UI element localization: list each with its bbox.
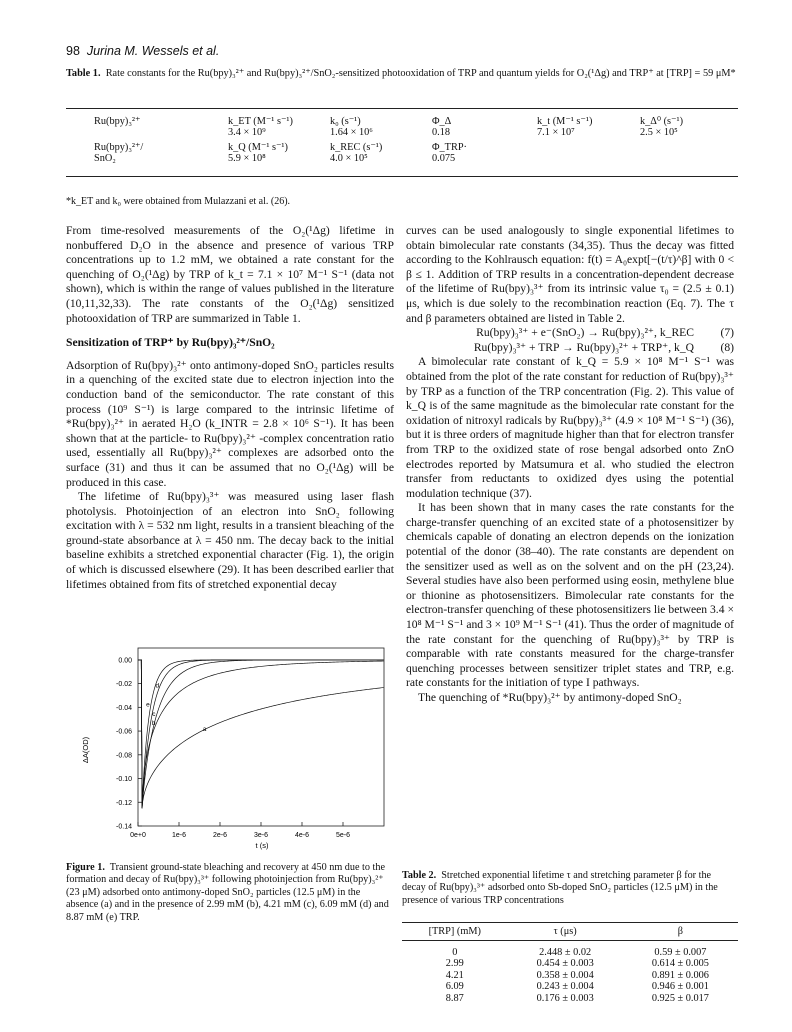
x-tick-label: 3e-6: [253, 832, 269, 839]
table-row: 4.21 0.358 ± 0.004 0.891 ± 0.006: [445, 969, 709, 981]
table1-head-k0: k₀ (s⁻¹): [330, 116, 361, 127]
table1-sensitizer-2b: SnO₂: [94, 153, 116, 164]
series-line-c: [138, 660, 384, 808]
x-tick-label: 5e-6: [335, 832, 351, 839]
right-para-4: The quenching of *Ru(bpy)₃²⁺ by antimony-doped SnO₂: [418, 691, 682, 704]
y-tick-label: 0.00: [118, 657, 132, 665]
left-para-3: The lifetime of Ru(bpy)₃³⁺ was measured using laser flash photolysis. Photoinjection of an electron into SnO₂ following excitation with λ = 532 nm light, results in a transient bleaching of the ground-state absorbance at λ = 450 nm. The decay back to the initial baseline exhibits a stretched exponential character (Fig. 1), the origin of which is discussed elsewhere (29). It has been described earlier that lifetimes obtained from fits of stretched exponential decay: [66, 490, 394, 591]
series-label-c: c: [152, 710, 156, 718]
table1-footnote: *k_ET and k₀ were obtained from Mulazzani et al. (26).: [66, 196, 291, 207]
equation-7: Ru(bpy)₃³⁺ + e⁻(SnO₂) → Ru(bpy)₃²⁺, k_REC (7): [476, 326, 734, 340]
table1-head-kt: k_t (M⁻¹ s⁻¹): [537, 116, 593, 127]
table1-val-k0: 1.64 × 10⁶: [330, 127, 373, 138]
table1-head-phi-trp: Φ_TRP·: [432, 142, 467, 153]
series-label-b: b: [151, 720, 156, 728]
right-column: [406, 224, 734, 706]
series-line-e: [138, 660, 384, 808]
table2-header: [TRP] (mM): [402, 923, 508, 941]
series-label-a: a: [202, 725, 207, 733]
x-tick-label: 0e+0: [130, 832, 146, 839]
series-line-d: [138, 660, 384, 808]
right-para-1: curves can be used analogously to single exponential lifetimes to obtain bimolecular rate constants (34,35). Thus the decay was fitted according to the Kohlrausch equation: f(t) = A₀expt[−(t/τ)^β] with 0 < β ≤ 1. Addition of TRP results in a concentration-dependent decrease of the lifetime of Ru(bpy)₃³⁺ from its intrinsic value τ₀ = (2.5 ± 0.1) μs, which is due solely to the recombination reaction (Eq. 7). The τ and β parameters obtained are listed in Table 2.: [406, 224, 734, 325]
y-axis-label: ΔA(OD): [81, 736, 90, 764]
table2-caption: Table 2. Stretched exponential lifetime τ and stretching parameter β for the decay of Ru(bpy)₃³⁺ adsorbed onto Sb-doped SnO₂ particles (12.5 μM) in the presence of various TRP concentrations: [402, 870, 718, 906]
y-tick-label: -0.12: [116, 799, 132, 807]
page-number: 98: [66, 44, 80, 58]
right-para-3: It has been shown that in many cases the rate constants for the charge-transfer quenching of an excited state of a photosensitizer by chemicals capable of donating an electron depends on the ionization potential of the donor (38–40). The rate constants are dependent on the sensitizer used as well as on the solvent and on the pH (23,24). Several studies have also been performed using eosin, methylene blue or thionine as photosensitizers. Bimolecular rate constants for the electron-transfer quenching of these photosensitizers lie between 3.4 × 10⁸ M⁻¹ S⁻¹ and 3 × 10⁹ M⁻¹ S⁻¹ (41). Thus the order of magnitude of the rate constant for the quenching of Ru(bpy)₃³⁺ by TRP is comparable with rate constants measured for the charge-transfer quenching processes between sensitizer triplet states and TRP, e.g. rate constants for the initiation of type I pathways.: [406, 501, 734, 690]
left-para-2: Adsorption of Ru(bpy)₃²⁺ onto antimony-doped SnO₂ particles results in a quenching of the excited state due to electron injection into the conduction band of the semiconductor. The rate constant of this process (10⁹ S⁻¹) is large compared to the intrinsic lifetime of *Ru(bpy)₃²⁺ in aerated H₂O (k_INTR = 2.8 × 10⁶ S⁻¹). It has been shown that at the particle- to Ru(bpy)₃²⁺ -complex concentration ratio used, essentially all Ru(bpy)₃²⁺ complexes are adsorbed onto the surface (31) and thus it can be assumed that no O₂(¹Δg) will be produced in this case.: [66, 358, 394, 489]
running-head: [66, 44, 219, 58]
x-axis-label: t (s): [255, 841, 269, 850]
equation-8: Ru(bpy)₃³⁺ + TRP → Ru(bpy)₃²⁺ + TRP⁺, k_Q (8): [473, 340, 734, 354]
table1-val-phi-delta: 0.18: [432, 127, 451, 138]
table1-sensitizer-2a: Ru(bpy)₃²⁺/: [94, 142, 144, 153]
section-heading: Sensitization of TRP⁺ by Ru(bpy)₃²⁺/SnO₂: [66, 336, 275, 350]
plot-frame: [138, 648, 384, 826]
figure1-caption: Figure 1. Transient ground-state bleaching and recovery at 450 nm due to the formation and decay of Ru(bpy)₃³⁺ following photoinjection from Ru(bpy)₃²⁺ (23 μM) adsorbed onto antimony-doped SnO₂ particles (12.5 μM) in the absence (a) and in the presence of 2.99 mM (b), 4.21 mM (c), 6.09 mM (d) and 8.87 mM (e) TRP.: [66, 862, 389, 923]
table1-val-kq: 5.9 × 10⁸: [228, 153, 266, 164]
table-row: 2.99 0.454 ± 0.003 0.614 ± 0.005: [445, 958, 709, 970]
table1-caption: Table 1. Rate constants for the Ru(bpy)₃²⁺ and Ru(bpy)₃²⁺/SnO₂-sensitized photooxidation of TRP and quantum yields for O₂(¹Δg) and TRP⁺ at [TRP] = 59 μM*: [66, 68, 736, 79]
table1-head-kq: k_Q (M⁻¹ s⁻¹): [228, 142, 288, 153]
table2: [402, 922, 738, 1004]
table1-head-kdelta: k_Δ⁰ (s⁻¹): [640, 116, 684, 127]
y-tick-label: -0.04: [116, 704, 132, 712]
series-label-e: e: [146, 701, 150, 709]
series-label-d: d: [155, 682, 160, 690]
table1-val-phi-trp: 0.075: [432, 153, 456, 164]
x-tick-label: 1e-6: [171, 832, 187, 839]
left-para-1: From time-resolved measurements of the O₂(¹Δg) lifetime in nonbuffered D₂O in the absence and presence of various TRP concentrations up to 1.2 mM, we obtained a rate constant for the quenching of O₂(¹Δg) by TRP of k_t = 7.1 × 10⁷ M⁻¹ S⁻¹ (data not shown), which is within the range of values published in the literature (10,11,32,33). The rate constants of the O₂(¹Δg) sensitized photooxidation of TRP are summarized in Table 1.: [66, 224, 394, 325]
series-line-b: [138, 660, 384, 808]
table2-header-row: [402, 923, 738, 941]
table1-val-kdelta: 2.5 × 10⁵: [640, 127, 678, 138]
table-row: 8.87 0.176 ± 0.003 0.925 ± 0.017: [445, 992, 709, 1004]
series-line-a: [138, 660, 384, 808]
y-tick-label: -0.06: [116, 728, 132, 736]
y-tick-label: -0.02: [116, 681, 132, 689]
table1-head-ket: k_ET (M⁻¹ s⁻¹): [228, 116, 293, 127]
y-tick-label: -0.10: [116, 776, 132, 784]
figure1-chart: [66, 640, 396, 850]
left-column: [66, 224, 394, 592]
table1-bottom-rule: [66, 176, 738, 177]
table1-head-phi-delta: Φ_Δ: [432, 116, 452, 127]
table1-val-kt: 7.1 × 10⁷: [537, 127, 575, 138]
table1-sensitizer-1: Ru(bpy)₃²⁺: [94, 116, 141, 127]
x-tick-label: 4e-6: [294, 832, 310, 839]
table-row: 6.09 0.243 ± 0.004 0.946 ± 0.001: [445, 981, 709, 993]
table1-val-krec: 4.0 × 10⁵: [330, 153, 368, 164]
table1-top-rule: [66, 108, 738, 109]
table2-header: β: [623, 923, 738, 941]
x-tick-label: 2e-6: [212, 832, 228, 839]
running-head-authors: Jurina M. Wessels et al.: [86, 44, 220, 58]
y-tick-label: -0.14: [116, 823, 132, 831]
table1-head-krec: k_REC (s⁻¹): [330, 142, 383, 153]
table-row: 0 2.448 ± 0.02 0.59 ± 0.007: [452, 947, 707, 958]
y-tick-label: -0.08: [116, 752, 132, 760]
table1-val-ket: 3.4 × 10⁹: [228, 127, 266, 138]
right-para-2: A bimolecular rate constant of k_Q = 5.9 × 10⁸ M⁻¹ S⁻¹ was obtained from the plot of the rate constant for reduction of Ru(bpy)₃³⁺ by TRP as a function of the TRP concentration (Fig. 2). This value of k_Q is of the same magnitude as the bimolecular rate constant for the oxidation of nitroxyl radicals by Ru(bpy)₃³⁺ (4.9 × 10⁸ M⁻¹ S⁻¹) (36), but it is three orders of magnitude higher than that for electron transfer from TRP to the oxidized state of rose bengal adsorbed onto ZnO electrodes reported by Matsumura et al. who studied the electron transfer from reductants to oxidized dyes using the potential modulation technique (37).: [406, 355, 734, 500]
table2-header: τ (μs): [508, 923, 623, 941]
